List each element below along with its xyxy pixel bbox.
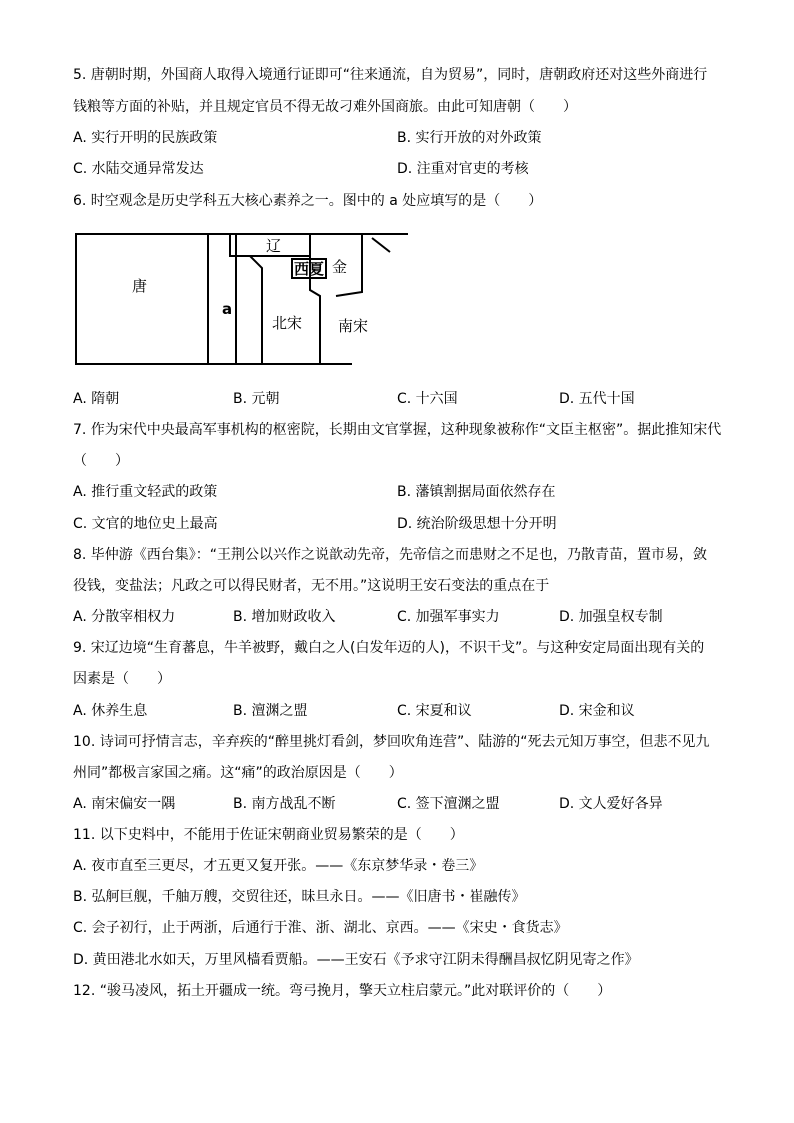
label-liao: 辽 [266, 237, 282, 255]
q5-option-a: A. 实行开明的民族政策 [73, 130, 218, 146]
q5-option-b: B. 实行开放的对外政策 [397, 130, 542, 146]
q5-stem-line2: 钱粮等方面的补贴，并且规定官员不得无故刁难外国商旅。由此可知唐朝（ ） [73, 99, 577, 115]
q7-option-c: C. 文官的地位史上最高 [73, 516, 218, 532]
q6-option-b: B. 元朝 [233, 391, 280, 407]
q11-stem: 11. 以下史料中，不能用于佐证宋朝商业贸易繁荣的是（ ） [73, 827, 464, 843]
q11-option-c: C. 会子初行，止于两浙，后通行于淮、浙、湖北、京西。——《宋史・食货志》 [73, 920, 568, 936]
q8-option-d: D. 加强皇权专制 [559, 609, 663, 625]
q10-option-d: D. 文人爱好各异 [559, 796, 663, 812]
q5-option-c: C. 水陆交通异常发达 [73, 161, 204, 177]
q9-stem-line2: 因素是（ ） [73, 671, 171, 687]
q8-option-b: B. 增加财政收入 [233, 609, 336, 625]
label-jin: 金 [332, 258, 348, 276]
q6-option-d: D. 五代十国 [559, 391, 635, 407]
q10-stem-line1: 10. 诗词可抒情言志，辛弃疾的“醉里挑灯看剑，梦回吹角连营”、陆游的“死去元知万事空，但悲不见九 [73, 734, 710, 750]
label-tang: 唐 [132, 277, 148, 295]
q7-option-d: D. 统治阶级思想十分开明 [397, 516, 557, 532]
q9-option-a: A. 休养生息 [73, 703, 148, 719]
label-nansong: 南宋 [338, 317, 369, 335]
q9-option-b: B. 澶渊之盟 [233, 703, 308, 719]
q10-option-c: C. 签下澶渊之盟 [397, 796, 500, 812]
q8-stem-line2: 役钱，变盐法；凡政之可以得民财者，无不用。”这说明王安石变法的重点在于 [73, 578, 550, 594]
dynasty-timeline-svg [72, 230, 412, 370]
q10-option-a: A. 南宋偏安一隅 [73, 796, 176, 812]
q12-stem: 12. “骏马凌风，拓土开疆成一统。弯弓挽月，擎天立柱启蒙元。”此对联评价的（ ） [73, 983, 612, 999]
q10-stem-line2: 州同”都极言家国之痛。这“痛”的政治原因是（ ） [73, 765, 403, 781]
label-a: a [222, 300, 233, 318]
q6-option-a: A. 隋朝 [73, 391, 120, 407]
q5-stem-line1: 5. 唐朝时期，外国商人取得入境通行证即可“往来通流，自为贸易”，同时，唐朝政府还对这些外商进行 [73, 67, 708, 83]
q7-option-b: B. 藩镇割据局面依然存在 [397, 484, 556, 500]
divider-beisong [250, 256, 262, 364]
q10-option-b: B. 南方战乱不断 [233, 796, 336, 812]
right-edge-diagonal [372, 238, 390, 252]
q11-option-a: A. 夜市直至三更尽，才五更又复开张。——《东京梦华录・卷三》 [73, 858, 484, 874]
q11-option-b: B. 弘舸巨舰，千舳万艘，交贸往还，昧旦永日。——《旧唐书・崔融传》 [73, 889, 526, 905]
label-beisong: 北宋 [272, 314, 303, 332]
q9-option-d: D. 宋金和议 [559, 703, 635, 719]
q11-option-d: D. 黄田港北水如天，万里风樯看贾船。——王安石《予求守江阴未得酬昌叔忆阴见寄之作》 [73, 952, 639, 968]
q6-option-c: C. 十六国 [397, 391, 458, 407]
q9-option-c: C. 宋夏和议 [397, 703, 472, 719]
q5-option-d: D. 注重对官吏的考核 [397, 161, 529, 177]
q8-option-a: A. 分散宰相权力 [73, 609, 176, 625]
q7-stem-line2: （ ） [73, 453, 129, 469]
q8-stem-line1: 8. 毕仲游《西台集》：“王荆公以兴作之说歆动先帝，先帝信之而患财之不足也，乃散青苗，置市易，敛 [73, 547, 708, 563]
q7-stem-line1: 7. 作为宋代中央最高军事机构的枢密院，长期由文官掌握，这种现象被称作“文臣主枢密”。据此推知宋代 [73, 422, 722, 438]
label-xixia: 西夏 [294, 260, 325, 278]
dynasty-timeline-diagram [72, 230, 412, 370]
q7-option-a: A. 推行重文轻武的政策 [73, 484, 218, 500]
q8-option-c: C. 加强军事实力 [397, 609, 500, 625]
q6-stem: 6. 时空观念是历史学科五大核心素养之一。图中的 a 处应填写的是（ ） [73, 193, 543, 209]
q9-stem-line1: 9. 宋辽边境“生育蕃息，牛羊被野，戴白之人(白发年迈的人)，不识干戈”。与这种安定局面出现有关的 [73, 640, 705, 656]
diagram-outer-frame [76, 234, 408, 364]
